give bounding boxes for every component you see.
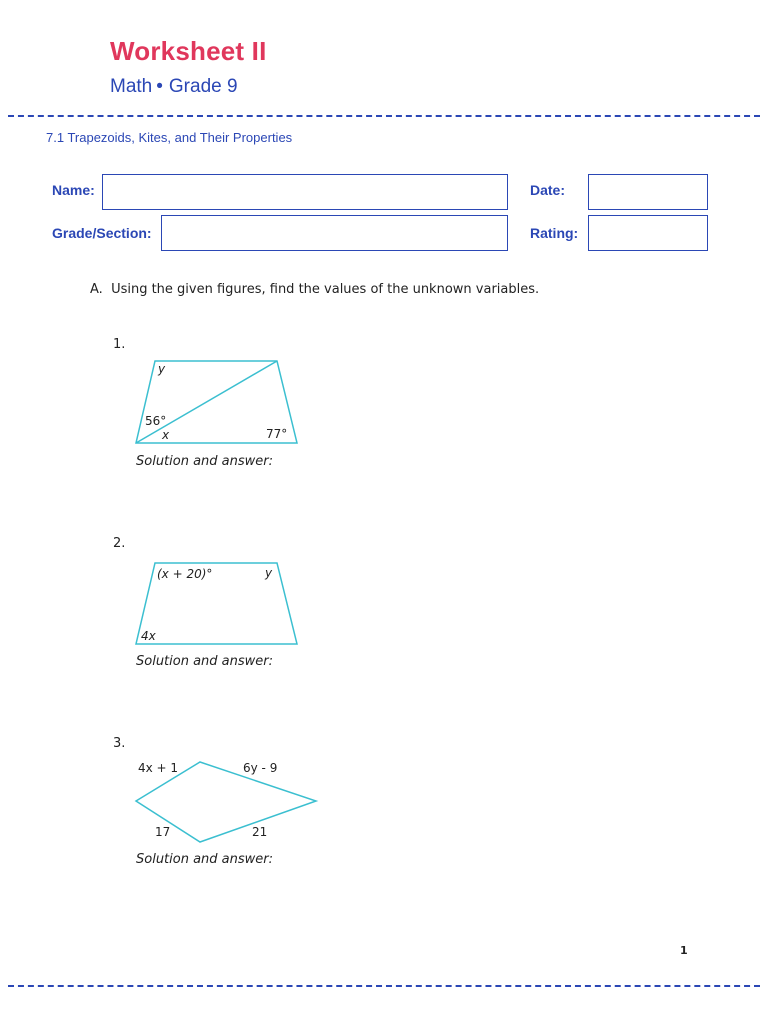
date-label: Date:	[530, 182, 566, 198]
subject-label: Math	[110, 76, 153, 97]
problem-1-label-angle: 56°	[145, 414, 167, 428]
problem-3-label-6y9: 6y - 9	[243, 761, 278, 775]
problem-1-label-77: 77°	[266, 427, 288, 441]
problem-1-label-y: y	[158, 362, 166, 376]
problem-1-label-x: x	[162, 428, 170, 442]
grade-label: Grade 9	[168, 76, 238, 97]
problem-3-label-4x1: 4x + 1	[138, 761, 179, 775]
problem-1-number: 1.	[113, 337, 126, 352]
problem-2-solution-label: Solution and answer:	[136, 654, 274, 669]
separator-dot: •	[156, 76, 163, 97]
grade-section-label: Grade/Section:	[52, 225, 152, 241]
name-label: Name:	[52, 182, 95, 198]
bottom-divider	[8, 985, 760, 987]
page-number: 1	[680, 944, 688, 957]
worksheet-title: Worksheet II	[110, 36, 267, 66]
problem-3-number: 3.	[113, 736, 126, 751]
problem-2-label-x20: (x + 20)°	[157, 567, 213, 581]
problem-2-label-4x: 4x	[141, 629, 156, 643]
instruction-letter: A.	[90, 282, 103, 297]
problem-3-solution-label: Solution and answer:	[136, 852, 274, 867]
problem-3-label-17: 17	[155, 825, 171, 839]
section-title: 7.1 Trapezoids, Kites, and Their Properties	[46, 130, 293, 145]
problem-2-number: 2.	[113, 536, 126, 551]
rating-label: Rating:	[530, 225, 579, 241]
instruction-text: Using the given figures, find the values of the unknown variables.	[111, 282, 540, 297]
problem-3-label-21: 21	[252, 825, 268, 839]
problem-2-label-y: y	[265, 566, 273, 580]
problem-1-solution-label: Solution and answer:	[136, 454, 274, 469]
